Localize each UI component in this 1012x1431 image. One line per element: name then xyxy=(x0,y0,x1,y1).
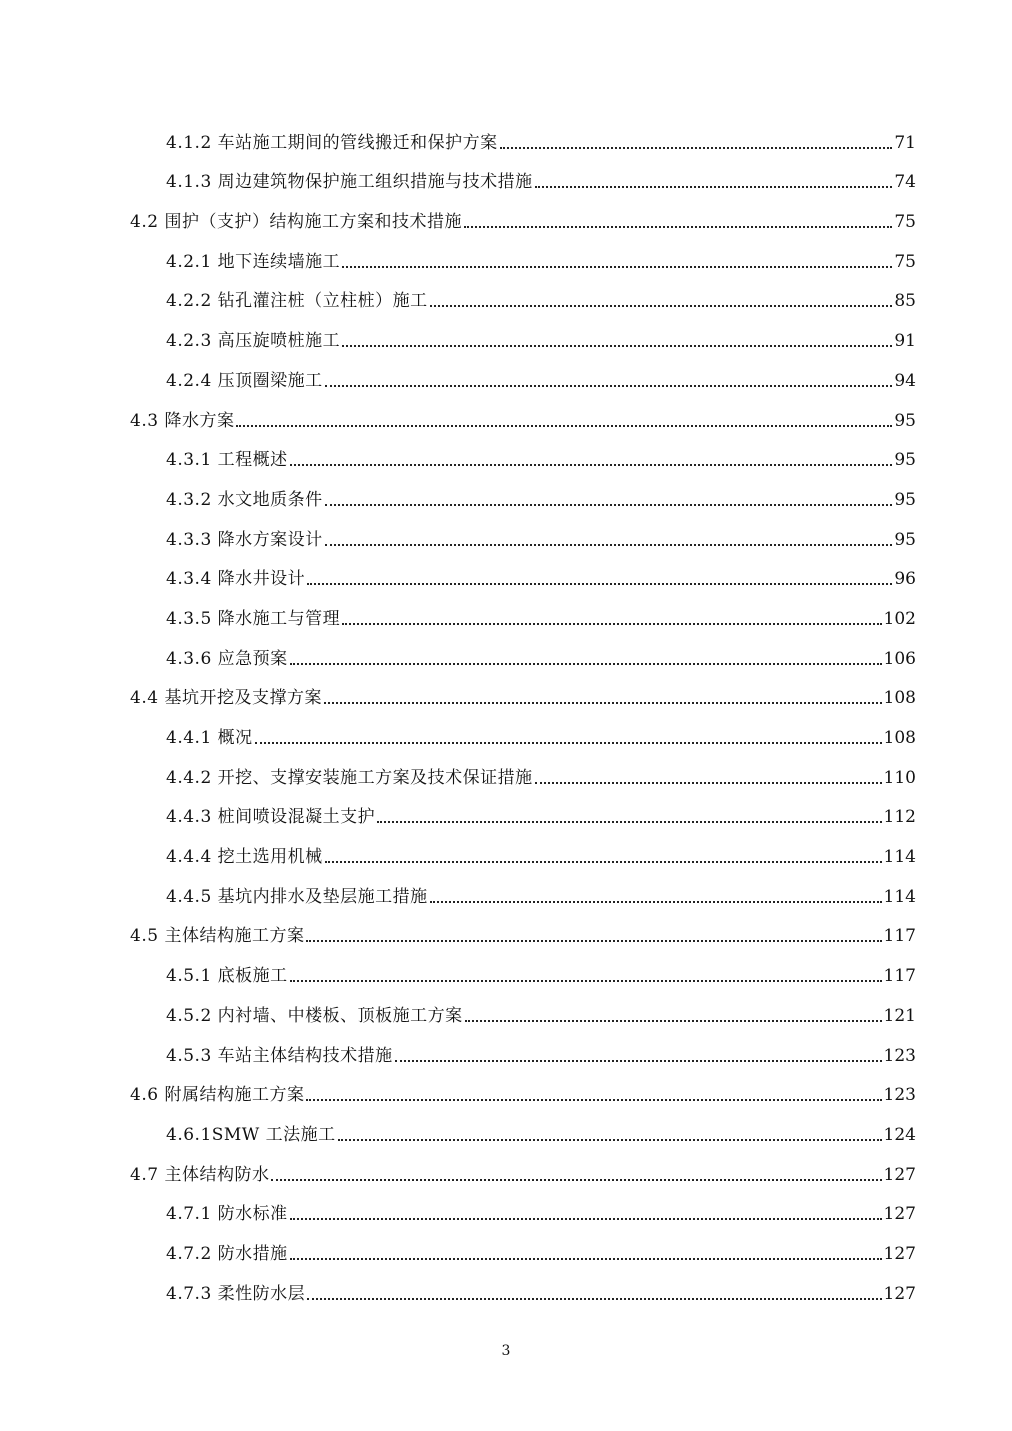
toc-entry[interactable] xyxy=(130,116,916,156)
toc-entry-title: 4.5 主体结构施工方案 xyxy=(130,926,305,947)
toc-entry-title: 4.3 降水方案 xyxy=(130,410,235,431)
dot-leader xyxy=(290,980,882,982)
toc-entry[interactable] xyxy=(130,1069,916,1109)
toc-entry-title: 4.5.1 底板施工 xyxy=(166,966,288,987)
toc-entry[interactable] xyxy=(130,910,916,950)
toc-entry-title: 4.4.4 挖土选用机械 xyxy=(166,847,323,868)
toc-entry[interactable] xyxy=(130,394,916,434)
page-number: 3 xyxy=(501,1343,511,1359)
toc-entry-page: 94 xyxy=(894,370,916,391)
toc-entry[interactable] xyxy=(130,870,916,910)
toc-entry-title: 4.4.5 基坑内排水及垫层施工措施 xyxy=(166,886,428,907)
table-of-contents xyxy=(130,116,916,1307)
toc-entry[interactable] xyxy=(130,354,916,394)
dot-leader xyxy=(325,504,893,506)
dot-leader xyxy=(342,345,892,347)
toc-entry-title: 4.5.2 内衬墙、中楼板、顶板施工方案 xyxy=(166,1005,463,1026)
toc-entry-page: 123 xyxy=(883,1085,916,1106)
dot-leader xyxy=(464,226,892,228)
dot-leader xyxy=(236,425,892,427)
toc-entry-title: 4.6 附属结构施工方案 xyxy=(130,1085,305,1106)
dot-leader xyxy=(430,305,893,307)
toc-entry[interactable] xyxy=(130,711,916,751)
toc-entry[interactable] xyxy=(130,830,916,870)
toc-entry-title: 4.3.5 降水施工与管理 xyxy=(166,608,341,629)
toc-entry-page: 91 xyxy=(894,331,916,352)
toc-entry-page: 71 xyxy=(894,132,916,153)
dot-leader xyxy=(271,1179,881,1181)
dot-leader xyxy=(342,623,881,625)
toc-entry-title: 4.7 主体结构防水 xyxy=(130,1164,270,1185)
toc-entry-title: 4.7.1 防水标准 xyxy=(166,1204,288,1225)
toc-entry-page: 85 xyxy=(894,291,916,312)
toc-entry-title: 4.5.3 车站主体结构技术措施 xyxy=(166,1045,393,1066)
toc-entry[interactable] xyxy=(130,1108,916,1148)
toc-entry-page: 95 xyxy=(894,410,916,431)
toc-entry-title: 4.4 基坑开挖及支撑方案 xyxy=(130,688,322,709)
toc-entry-title: 4.6.1SMW 工法施工 xyxy=(166,1124,336,1145)
dot-leader xyxy=(430,901,882,903)
toc-entry[interactable] xyxy=(130,1029,916,1069)
toc-entry-page: 108 xyxy=(883,728,916,748)
dot-leader xyxy=(377,821,881,823)
toc-entry-title: 4.1.2 车站施工期间的管线搬迁和保护方案 xyxy=(166,132,498,153)
toc-entry[interactable] xyxy=(130,751,916,791)
toc-entry-title: 4.1.3 周边建筑物保护施工组织措施与技术措施 xyxy=(166,172,533,193)
toc-entry-page: 95 xyxy=(894,529,916,550)
toc-entry-title: 4.2.1 地下连续墙施工 xyxy=(166,251,341,272)
dot-leader xyxy=(342,266,892,268)
toc-entry-page: 127 xyxy=(883,1283,916,1304)
toc-entry-page: 127 xyxy=(883,1243,916,1264)
toc-entry-page: 117 xyxy=(883,926,916,947)
toc-entry-page: 95 xyxy=(894,489,916,510)
toc-entry-title: 4.4.2 开挖、支撑安装施工方案及技术保证措施 xyxy=(166,767,533,788)
toc-entry-page: 114 xyxy=(883,886,916,907)
toc-entry-title: 4.4.3 桩间喷设混凝土支护 xyxy=(166,807,376,828)
toc-entry[interactable] xyxy=(130,473,916,513)
toc-entry[interactable] xyxy=(130,235,916,275)
dot-leader xyxy=(535,186,893,188)
toc-entry-page: 75 xyxy=(894,251,916,272)
toc-entry-page: 127 xyxy=(883,1204,916,1225)
toc-entry[interactable] xyxy=(130,513,916,553)
toc-entry[interactable] xyxy=(130,1227,916,1267)
dot-leader xyxy=(306,1099,881,1101)
toc-entry-page: 117 xyxy=(883,966,916,987)
toc-entry-page: 110 xyxy=(883,767,916,788)
toc-entry-page: 112 xyxy=(883,807,916,828)
toc-entry[interactable] xyxy=(130,1267,916,1307)
toc-entry-title: 4.2 围护（支护）结构施工方案和技术措施 xyxy=(130,212,462,233)
toc-entry-page: 124 xyxy=(883,1124,916,1145)
dot-leader xyxy=(290,1218,882,1220)
dot-leader xyxy=(338,1139,882,1141)
toc-entry-page: 127 xyxy=(883,1164,916,1185)
dot-leader xyxy=(395,1060,882,1062)
toc-entry-title: 4.7.2 防水措施 xyxy=(166,1243,288,1264)
toc-entry-title: 4.3.2 水文地质条件 xyxy=(166,489,323,510)
toc-entry-title: 4.3.4 降水井设计 xyxy=(166,569,306,590)
toc-entry-title: 4.3.6 应急预案 xyxy=(166,648,288,669)
dot-leader xyxy=(290,1258,882,1260)
toc-entry[interactable] xyxy=(130,434,916,474)
toc-entry-page: 75 xyxy=(894,212,916,233)
dot-leader xyxy=(307,583,892,585)
toc-entry-page: 123 xyxy=(883,1045,916,1066)
toc-entry[interactable] xyxy=(130,553,916,593)
dot-leader xyxy=(465,1020,882,1022)
dot-leader xyxy=(290,663,882,665)
toc-entry[interactable] xyxy=(130,949,916,989)
toc-entry-title: 4.2.2 钻孔灌注桩（立柱桩）施工 xyxy=(166,291,428,312)
toc-entry-page: 96 xyxy=(894,569,916,590)
toc-entry[interactable] xyxy=(130,275,916,315)
toc-entry-title: 4.3.3 降水方案设计 xyxy=(166,529,323,550)
toc-entry-title: 4.7.3 柔性防水层 xyxy=(166,1283,306,1304)
toc-entry[interactable] xyxy=(130,314,916,354)
dot-leader xyxy=(307,1298,881,1300)
toc-entry-title: 4.3.1 工程概述 xyxy=(166,450,288,471)
toc-entry[interactable] xyxy=(130,156,916,196)
toc-entry-page: 106 xyxy=(883,648,916,669)
dot-leader xyxy=(500,147,893,149)
toc-entry-title: 4.2.4 压顶圈梁施工 xyxy=(166,370,323,391)
toc-entry[interactable] xyxy=(130,791,916,831)
dot-leader xyxy=(290,464,893,466)
dot-leader xyxy=(324,702,882,704)
toc-entry[interactable] xyxy=(130,632,916,672)
toc-entry-page: 74 xyxy=(894,172,916,193)
toc-entry[interactable] xyxy=(130,672,916,712)
dot-leader xyxy=(325,861,882,863)
toc-entry-page: 121 xyxy=(883,1005,916,1026)
toc-entry[interactable] xyxy=(130,1188,916,1228)
toc-entry[interactable] xyxy=(130,989,916,1029)
toc-entry[interactable] xyxy=(130,1148,916,1188)
dot-leader xyxy=(325,544,893,546)
dot-leader xyxy=(325,385,893,387)
dot-leader xyxy=(535,782,882,784)
toc-entry-page: 114 xyxy=(883,847,916,868)
toc-entry[interactable] xyxy=(130,592,916,632)
toc-entry-page: 108 xyxy=(883,688,916,709)
toc-entry-title: 4.2.3 高压旋喷桩施工 xyxy=(166,331,341,352)
toc-entry-page: 102 xyxy=(883,608,916,629)
toc-entry[interactable] xyxy=(130,195,916,235)
dot-leader xyxy=(255,742,882,744)
toc-entry-title: 4.4.1 概况 xyxy=(166,728,253,748)
dot-leader xyxy=(306,940,881,942)
toc-entry-page: 95 xyxy=(894,450,916,471)
